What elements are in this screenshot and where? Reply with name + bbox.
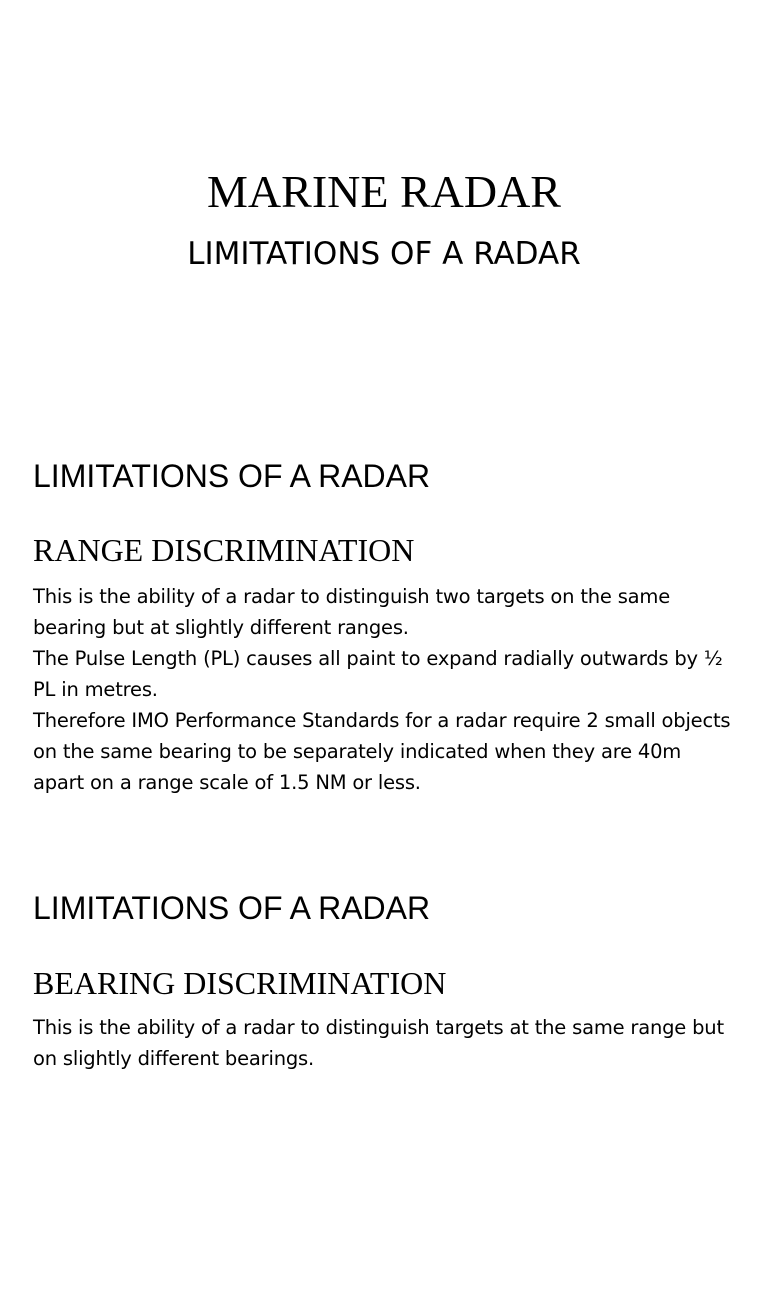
body-paragraph: The Pulse Length (PL) causes all paint to expand radially outwards by ½ PL in metres. (33, 647, 723, 701)
slide-subheading: RANGE DISCRIMINATION (33, 532, 415, 568)
slide-range-discrimination (0, 432, 768, 864)
slide-bearing-discrimination (0, 864, 768, 1296)
body-paragraph: This is the ability of a radar to distinguish two targets on the same bearing but at slightly different ranges. (33, 585, 671, 639)
slide-heading: LIMITATIONS OF A RADAR (33, 890, 431, 926)
slide-body (33, 1012, 733, 1074)
slide-heading: LIMITATIONS OF A RADAR (33, 458, 431, 494)
slide-body (33, 581, 733, 798)
body-paragraph: This is the ability of a radar to distinguish targets at the same range but on slightly different bearings. (33, 1016, 724, 1070)
slide-subheading: BEARING DISCRIMINATION (33, 965, 447, 1001)
title-slide (0, 0, 768, 432)
main-title: MARINE RADAR (207, 166, 561, 217)
sub-title: LIMITATIONS OF A RADAR (187, 236, 581, 272)
body-paragraph: Therefore IMO Performance Standards for a radar require 2 small objects on the same bearing to be separately indicated when they are 40m apart on a range scale of 1.5 NM or less. (33, 709, 731, 794)
